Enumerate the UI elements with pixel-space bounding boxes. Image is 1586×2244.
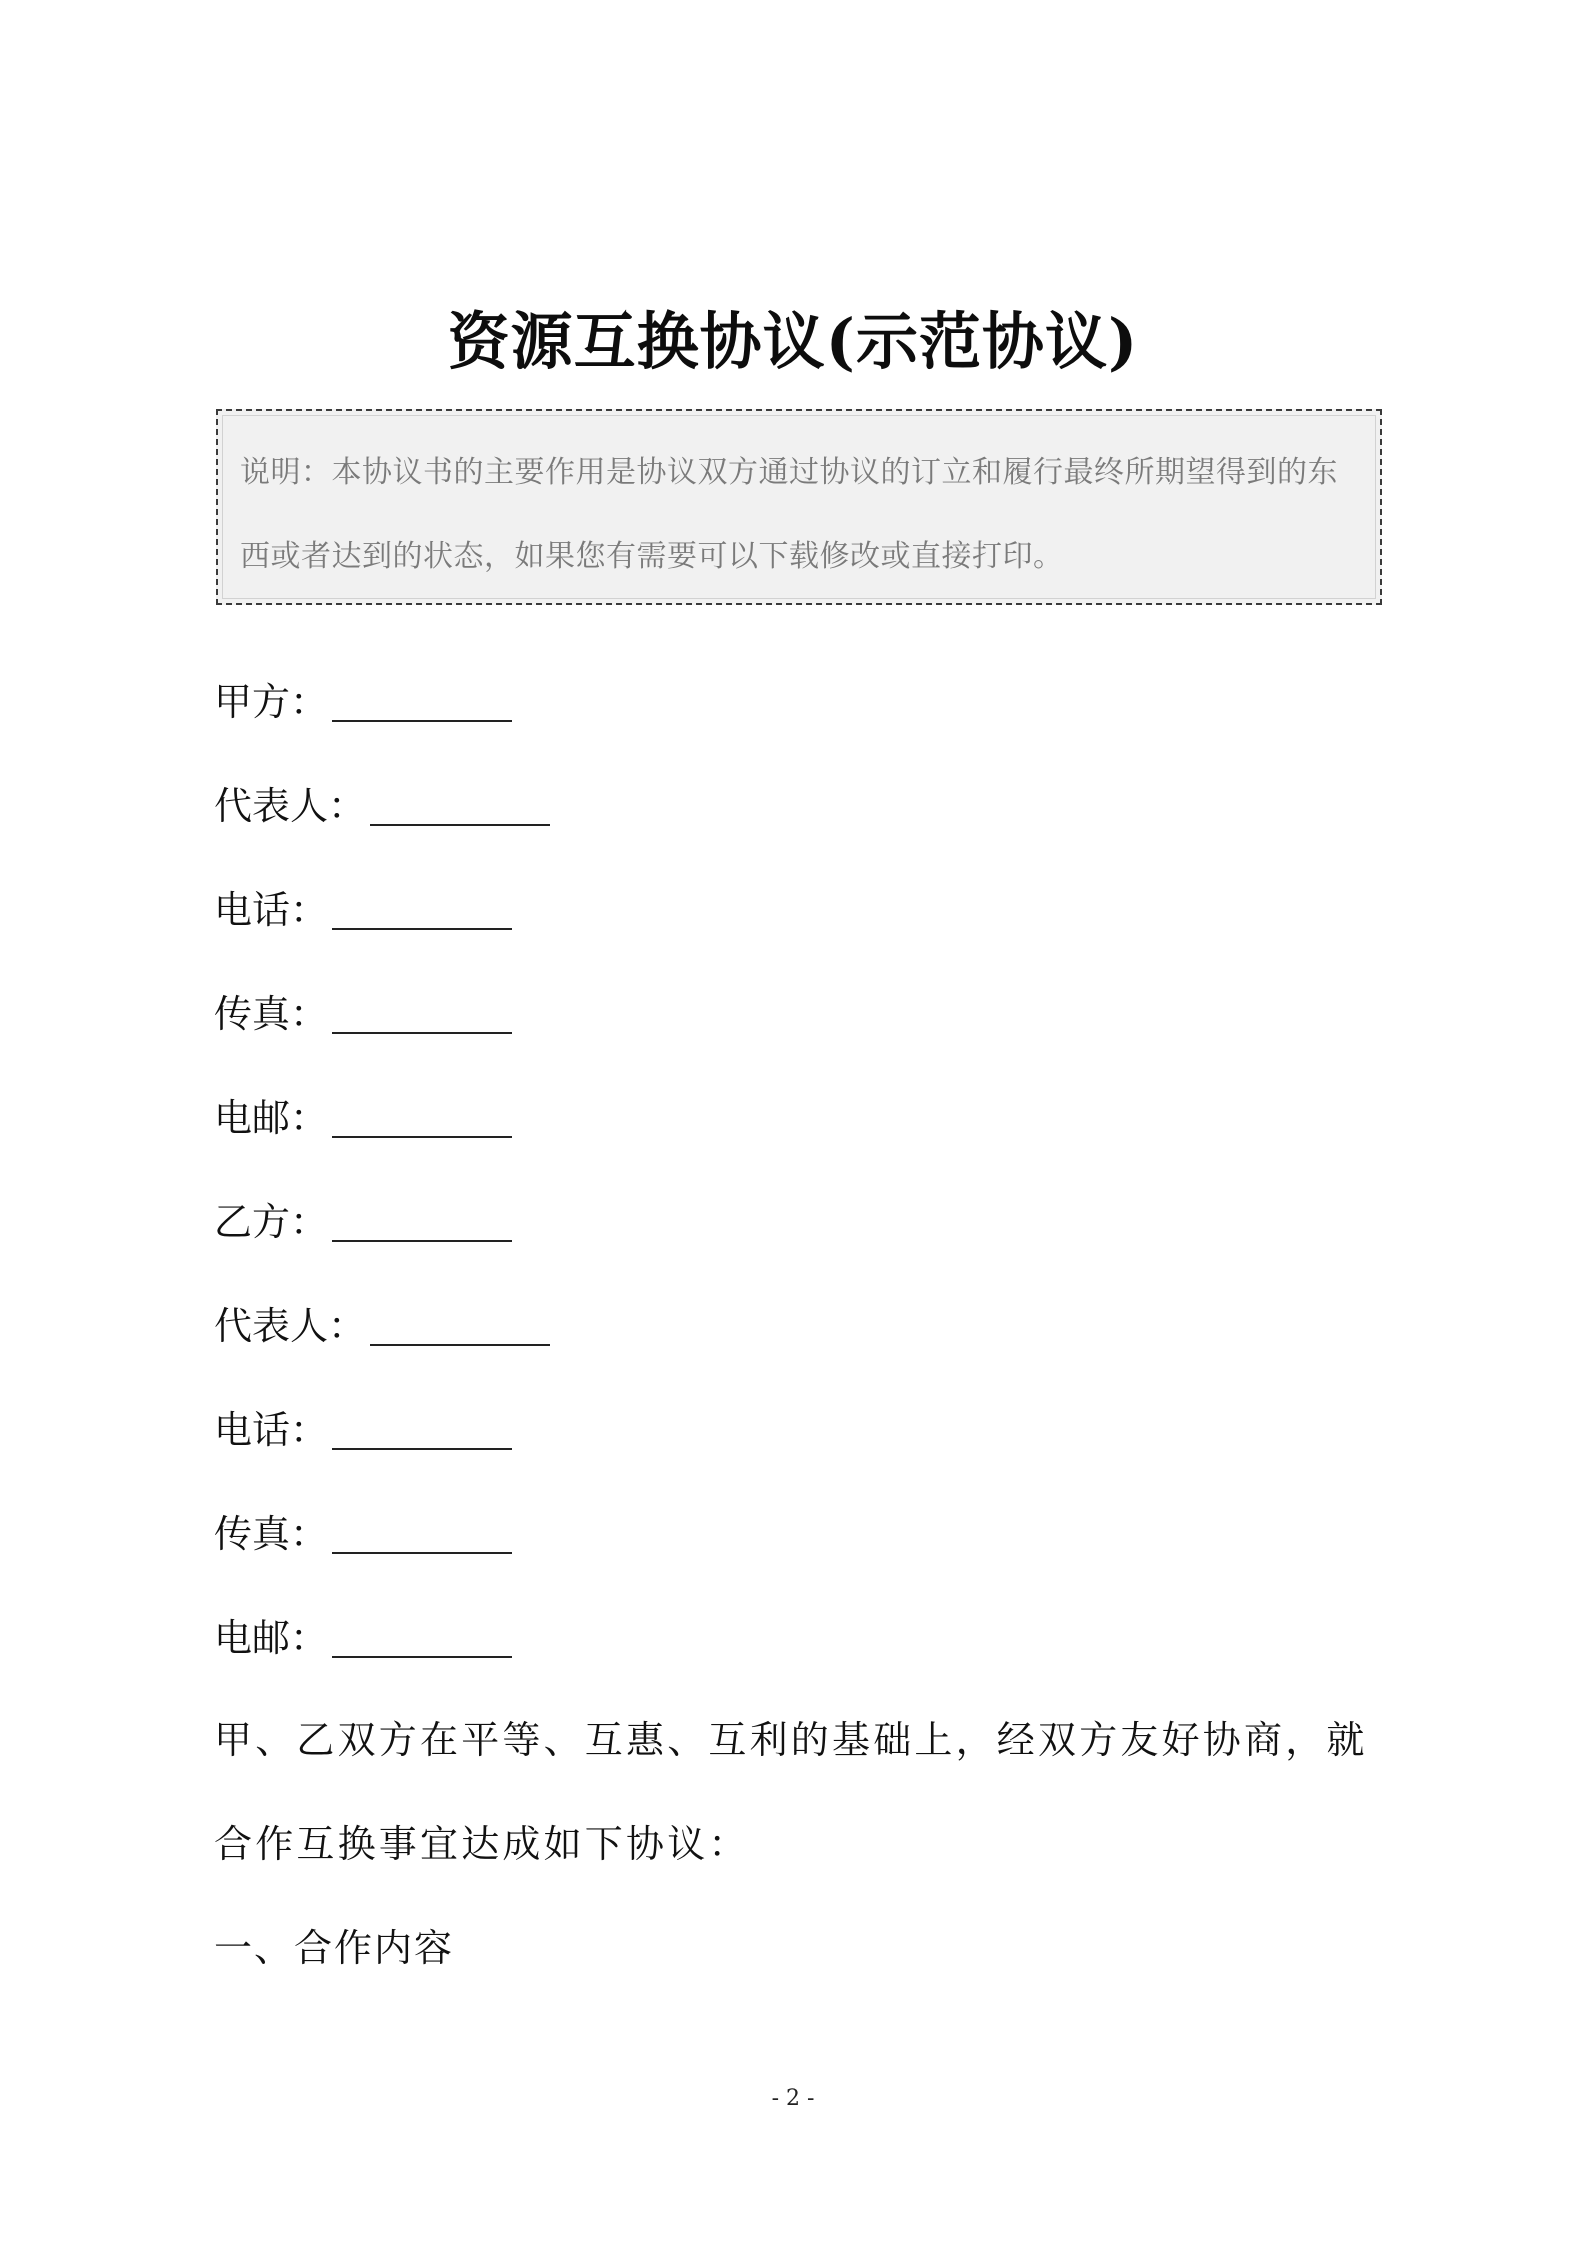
- party-b-email-blank-line[interactable]: [332, 1616, 512, 1658]
- party-b-email-field: [214, 1612, 512, 1664]
- party-b-fax-blank-line[interactable]: [332, 1512, 512, 1554]
- party-b-blank-line[interactable]: [332, 1200, 512, 1242]
- party-a-phone-field: [214, 884, 512, 936]
- party-a-representative-blank-line[interactable]: [370, 784, 550, 826]
- party-a-email-blank-line[interactable]: [332, 1096, 512, 1138]
- section-1-heading: 一、合作内容: [214, 1926, 455, 1970]
- party-a-label: 甲方：: [214, 680, 329, 724]
- party-b-phone-field: [214, 1404, 512, 1456]
- intro-paragraph: 甲、乙双方在平等、互惠、互利的基础上，经双方友好协商，就合作互换事宜达成如下协议：: [214, 1718, 1368, 1866]
- party-a-phone-label: 电话：: [214, 888, 329, 932]
- party-a-fax-label: 传真：: [214, 992, 329, 1036]
- party-a-email-label: 电邮：: [214, 1096, 329, 1140]
- party-a-email-field: [214, 1092, 512, 1144]
- party-a-representative-field: [214, 780, 550, 832]
- party-b-representative-label: 代表人：: [214, 1304, 367, 1348]
- party-b-fax-label: 传真：: [214, 1512, 329, 1556]
- party-a-representative-label: 代表人：: [214, 784, 367, 828]
- party-b-representative-field: [214, 1300, 550, 1352]
- party-b-fax-field: [214, 1508, 512, 1560]
- party-b-field: [214, 1196, 512, 1248]
- page-number: - 2 -: [771, 2086, 815, 2111]
- party-a-fax-field: [214, 988, 512, 1040]
- party-b-representative-blank-line[interactable]: [370, 1304, 550, 1346]
- party-b-phone-blank-line[interactable]: [332, 1408, 512, 1450]
- party-a-fax-blank-line[interactable]: [332, 992, 512, 1034]
- document-title: 资源互换协议(示范协议): [447, 305, 1139, 378]
- party-a-phone-blank-line[interactable]: [332, 888, 512, 930]
- party-a-blank-line[interactable]: [332, 680, 512, 722]
- explanation-text: 说明：本协议书的主要作用是协议双方通过协议的订立和履行最终所期望得到的东西或者达到的状态，如果您有需要可以下载修改或直接打印。: [240, 455, 1338, 574]
- explanation-box: [216, 409, 1382, 605]
- party-a-field: [214, 676, 512, 728]
- party-b-email-label: 电邮：: [214, 1616, 329, 1660]
- party-b-label: 乙方：: [214, 1200, 329, 1244]
- party-b-phone-label: 电话：: [214, 1408, 329, 1452]
